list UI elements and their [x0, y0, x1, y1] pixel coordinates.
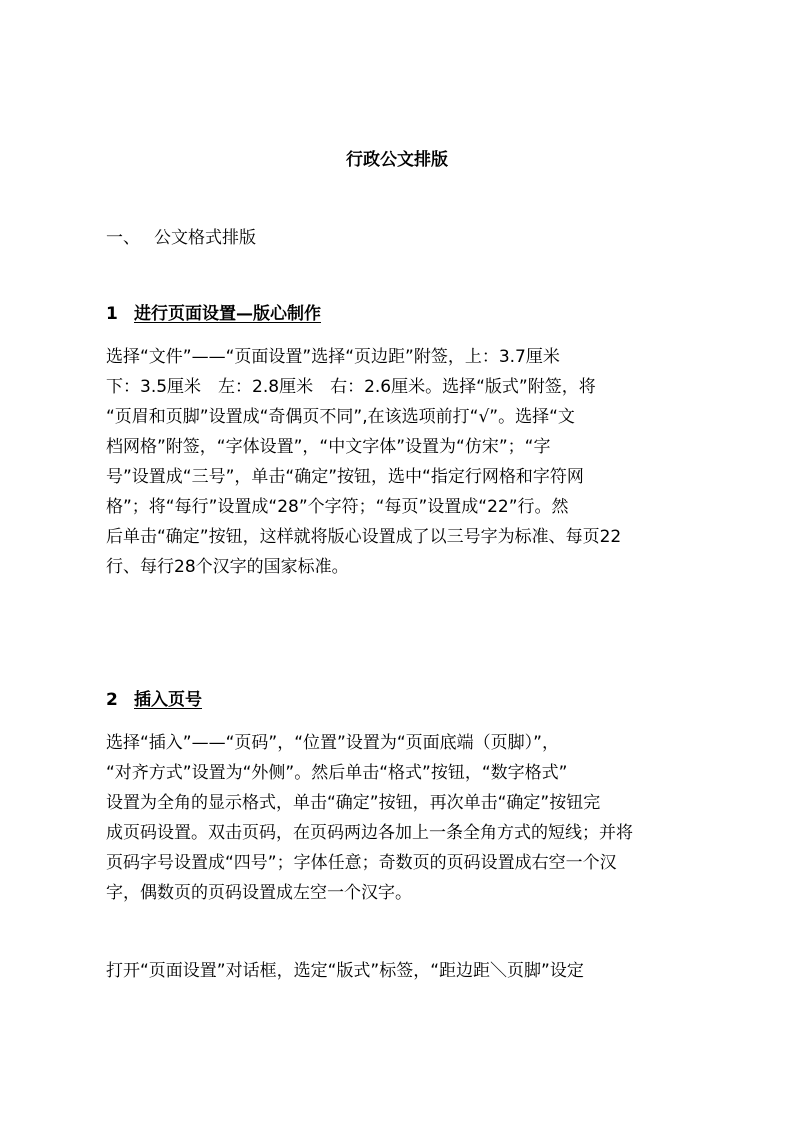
- paragraph-line: 格”；将“每行”设置成“28”个字符；“每页”设置成“22”行。然: [106, 497, 569, 517]
- paragraph-page-setup: [106, 342, 696, 582]
- paragraph-line: 成页码设置。双击页码，在页码两边各加上一条全角方式的短线；并将: [106, 823, 633, 843]
- paragraph-line: 选择“插入”——“页码”，“位置”设置为“页面底端（页脚）”，: [106, 733, 559, 753]
- paragraph-line: 设置为全角的显示格式，单击“确定”按钮，再次单击“确定”按钮完: [106, 793, 601, 813]
- paragraph-line: “页眉和页脚”设置成“奇偶页不同”,在该选项前打“√”。选择“文: [106, 407, 575, 427]
- paragraph-line: 选择“文件”——“页面设置”选择“页边距”附签，上：3.7厘米: [106, 347, 560, 367]
- subheading-text: 插入页号: [134, 690, 202, 710]
- paragraph-line: 打开“页面设置”对话框，选定“版式”标签，“距边距＼页脚”设定: [106, 961, 584, 981]
- paragraph-line: 行、每行28个汉字的国家标准。: [106, 557, 349, 577]
- paragraph-line: 后单击“确定”按钮，这样就将版心设置成了以三号字为标准、每页22: [106, 527, 622, 547]
- paragraph-insert-page-number: [106, 728, 696, 908]
- paragraph-line: 字，偶数页的页码设置成左空一个汉字。: [106, 883, 412, 903]
- document-title: 行政公文排版: [346, 150, 448, 170]
- section-number: 一、: [106, 228, 140, 248]
- paragraph-line: 下：3.5厘米 左：2.8厘米 右：2.6厘米。选择“版式”附签，将: [106, 377, 596, 397]
- subheading-number: 1: [106, 304, 118, 324]
- section-heading: [106, 224, 256, 252]
- paragraph-line: 号”设置成“三号”，单击“确定”按钮，选中“指定行网格和字符网: [106, 467, 584, 487]
- subheading-text: 进行页面设置—版心制作: [134, 304, 321, 324]
- subheading-page-setup: [106, 300, 321, 328]
- paragraph-line: 页码字号设置成“四号”；字体任意；奇数页的页码设置成右空一个汉: [106, 853, 617, 873]
- paragraph-line: 档网格”附签，“字体设置”，“中文字体”设置为“仿宋”；“字: [106, 437, 551, 457]
- subheading-page-number: [106, 686, 202, 714]
- section-title: 公文格式排版: [154, 228, 256, 248]
- paragraph-line: “对齐方式”设置为“外侧”。然后单击“格式”按钮，“数字格式”: [106, 763, 568, 783]
- subheading-number: 2: [106, 690, 118, 710]
- paragraph-open-dialog: [106, 956, 696, 986]
